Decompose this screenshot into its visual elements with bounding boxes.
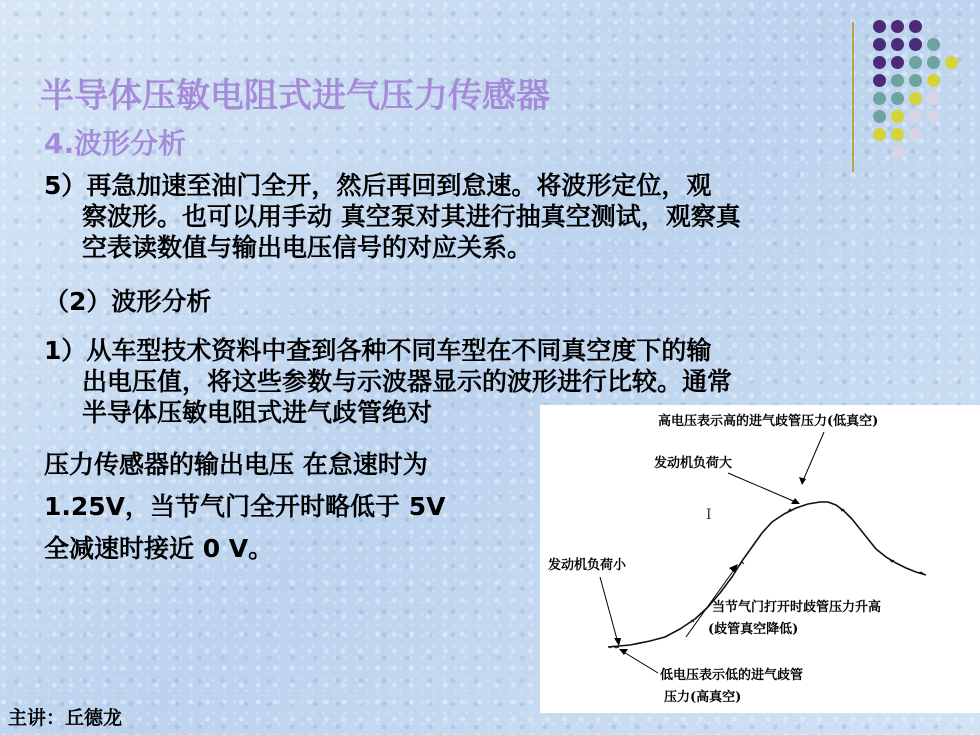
pointer-load-high (728, 473, 798, 503)
arrowhead (614, 638, 621, 646)
decor-dot (873, 74, 886, 87)
label-high-vacuum: 压力(高真空) (664, 690, 742, 705)
text-line: （2）波形分析 (44, 287, 212, 316)
decor-dot (909, 110, 922, 123)
slide-title: 半导体压敏电阻式进气压力传感器 (40, 76, 550, 116)
decor-dot (909, 74, 922, 87)
decor-dot (873, 38, 886, 51)
decor-dot (927, 56, 940, 69)
decor-dot (891, 146, 904, 159)
paragraph-step-1-continued (44, 444, 445, 570)
decor-dot (873, 128, 886, 141)
decor-dot (909, 20, 922, 33)
decor-dot (891, 38, 904, 51)
presenter-credit: 主讲：丘德龙 (8, 707, 123, 729)
text-line: 半导体压敏电阻式进气歧管绝对 (82, 398, 433, 427)
decor-dot (945, 56, 958, 69)
decor-dot (927, 74, 940, 87)
label-high-voltage: 高电压表示高的进气歧管压力(低真空) (658, 414, 879, 429)
paragraph-step-5 (44, 170, 741, 263)
waveform-svg (540, 405, 980, 713)
slide-subtitle: 4.波形分析 (44, 127, 187, 160)
label-low-voltage: 低电压表示低的进气歧管 (660, 668, 804, 683)
decor-dot (909, 128, 922, 141)
text-line: 出电压值，将这些参数与示波器显示的波形进行比较。通常 (82, 367, 733, 396)
label-engine-load-low: 发动机负荷小 (548, 558, 627, 573)
text-line: 1）从车型技术资料中查到各种不同车型在不同真空度下的输 (44, 336, 712, 365)
text-line: 1.25V，当节气门全开时略低于 5V (44, 492, 446, 521)
text-line: 5）再急加速至油门全开，然后再回到怠速。将波形定位，观 (44, 171, 712, 200)
pointer-high (802, 432, 824, 483)
decor-divider (852, 22, 854, 172)
decor-dot (927, 92, 940, 105)
section-heading (44, 286, 211, 317)
decor-dot (873, 56, 886, 69)
map-sensor-waveform-figure (540, 405, 980, 713)
label-engine-load-high: 发动机负荷大 (654, 456, 733, 471)
decor-dot (873, 20, 886, 33)
text-line: 压力传感器的输出电压 在怠速时为 (44, 450, 428, 479)
decor-dot (909, 56, 922, 69)
decor-dot (873, 92, 886, 105)
decor-dot (927, 38, 940, 51)
decor-dot (891, 110, 904, 123)
decor-dot (909, 38, 922, 51)
label-throttle-rise: 当节气门打开时歧管压力升高 (712, 600, 882, 615)
pointer-low-voltage (622, 651, 658, 673)
pointer-load-low (600, 577, 618, 643)
text-line: 全减速时接近 0 V。 (44, 534, 274, 563)
decor-dot (891, 74, 904, 87)
decor-dot (909, 92, 922, 105)
text-line: 空表读数值与输出电压信号的对应关系。 (82, 233, 533, 262)
decor-dot (927, 110, 940, 123)
decor-dot (891, 92, 904, 105)
decor-dot (891, 56, 904, 69)
text-line: 察波形。也可以用手动 真空泵对其进行抽真空测试，观察真 (82, 202, 741, 231)
label-vacuum-drop: (歧管真空降低) (708, 622, 799, 637)
decor-dot (891, 128, 904, 141)
decor-dot (873, 110, 886, 123)
arrowhead (799, 477, 806, 485)
decor-dot (891, 20, 904, 33)
text-cursor-glyph: I (706, 507, 712, 523)
